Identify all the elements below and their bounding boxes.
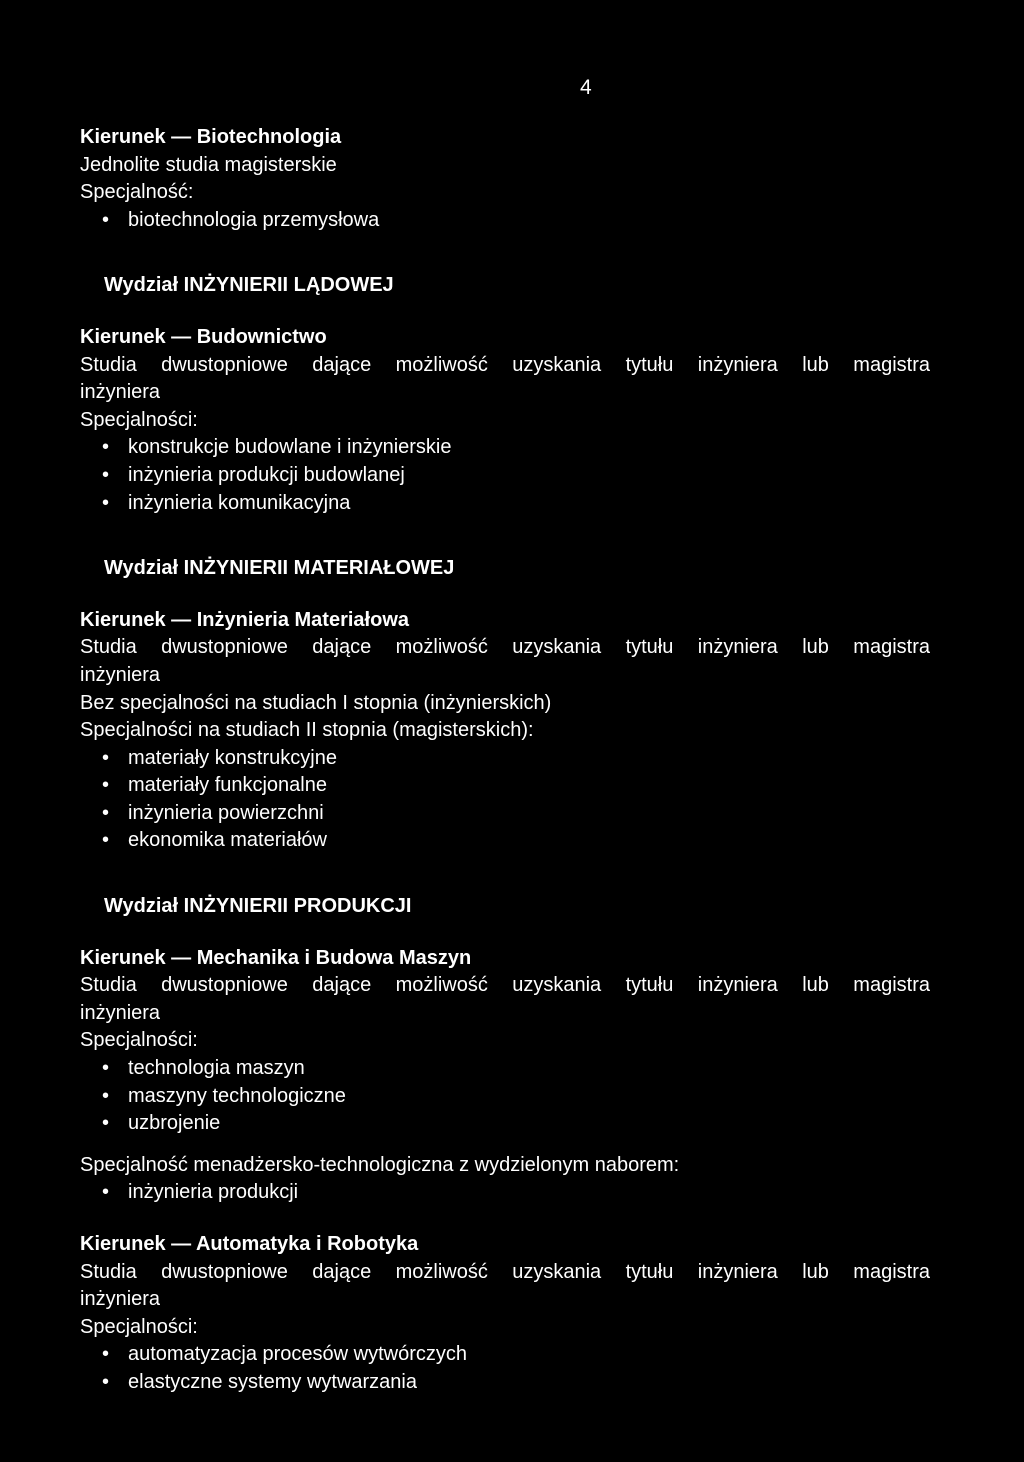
list-item bbox=[80, 827, 930, 855]
studia-description: Jednolite studia magisterskie bbox=[80, 153, 337, 176]
list-item-text: maszyny technologiczne bbox=[128, 1084, 346, 1107]
list-item bbox=[80, 207, 930, 235]
page-number: 4 bbox=[580, 76, 592, 99]
list-item bbox=[80, 462, 930, 490]
document-page bbox=[80, 0, 930, 1462]
list-item-text: elastyczne systemy wytwarzania bbox=[128, 1370, 417, 1393]
bullet-icon: • bbox=[102, 463, 110, 486]
bullet-icon: • bbox=[102, 1370, 110, 1393]
kierunek-heading: Kierunek — Biotechnologia bbox=[80, 126, 342, 148]
bullet-icon: • bbox=[102, 1084, 110, 1107]
list-item-text: uzbrojenie bbox=[128, 1112, 221, 1135]
bullet-icon: • bbox=[102, 746, 110, 769]
bullet-icon: • bbox=[102, 1112, 110, 1135]
studia-description-cont: inżyniera bbox=[80, 663, 161, 686]
list-item bbox=[80, 1110, 930, 1138]
list-item-text: automatyzacja procesów wytwórczych bbox=[128, 1343, 468, 1366]
specjalnosc-label: Specjalność: bbox=[80, 181, 194, 204]
list-item-text: inżynieria produkcji bbox=[128, 1181, 299, 1204]
list-item bbox=[80, 1055, 930, 1083]
list-item bbox=[80, 772, 930, 800]
kierunek-heading: Kierunek — Mechanika i Budowa Maszyn bbox=[80, 946, 472, 969]
wydzial-heading: Wydział INŻYNIERII MATERIAŁOWEJ bbox=[104, 557, 455, 580]
section-biotechnologia bbox=[80, 124, 930, 234]
wydzial-heading: Wydział INŻYNIERII PRODUKCJI bbox=[104, 895, 412, 918]
specjalnosci-label: Specjalności na studiach II stopnia (magisterskich): bbox=[80, 719, 534, 742]
section-inzynieria-produkcji bbox=[80, 893, 930, 1207]
specjalnosc-menadzerska-label: Specjalność menadżersko-technologiczna z wydzielonym naborem: bbox=[80, 1153, 680, 1176]
specjalnosci-list bbox=[80, 1341, 930, 1396]
list-item-text: materiały funkcjonalne bbox=[128, 774, 327, 797]
specjalnosci-list bbox=[80, 1055, 930, 1138]
list-item-text: materiały konstrukcyjne bbox=[128, 746, 337, 769]
bullet-icon: • bbox=[102, 491, 110, 514]
studia-description: Studia dwustopniowe dające możliwość uzyskania tytułu inżyniera lub magistra bbox=[80, 1260, 930, 1283]
bullet-icon: • bbox=[102, 1343, 110, 1366]
section-inzynieria-materialowa bbox=[80, 555, 930, 855]
list-item bbox=[80, 800, 930, 828]
studia-description: Studia dwustopniowe dające możliwość uzyskania tytułu inżyniera lub magistra bbox=[80, 636, 930, 659]
list-item-text: biotechnologia przemysłowa bbox=[128, 208, 380, 231]
list-item bbox=[80, 1369, 930, 1397]
list-item bbox=[80, 1341, 930, 1369]
list-item-text: inżynieria powierzchni bbox=[128, 801, 324, 824]
list-item bbox=[80, 1083, 930, 1111]
section-automatyka-robotyka bbox=[80, 1231, 930, 1397]
studia-description-cont: inżyniera bbox=[80, 1288, 161, 1311]
specjalnosci-menadzerska-list bbox=[80, 1179, 930, 1207]
kierunek-heading: Kierunek — Budownictwo bbox=[80, 325, 327, 348]
list-item bbox=[80, 434, 930, 462]
specjalnosci-label: Specjalności: bbox=[80, 1029, 198, 1052]
list-item-text: konstrukcje budowlane i inżynierskie bbox=[128, 436, 452, 459]
kierunek-heading: Kierunek — Automatyka i Robotyka bbox=[80, 1233, 419, 1255]
specjalnosci-label: Specjalności: bbox=[80, 1315, 198, 1338]
bullet-icon: • bbox=[102, 829, 110, 852]
bullet-icon: • bbox=[102, 1057, 110, 1080]
list-item-text: inżynieria komunikacyjna bbox=[128, 491, 351, 514]
studia-description: Studia dwustopniowe dające możliwość uzyskania tytułu inżyniera lub magistra bbox=[80, 974, 930, 997]
bullet-icon: • bbox=[102, 208, 110, 231]
studia-description-cont: inżyniera bbox=[80, 1001, 161, 1024]
list-item bbox=[80, 745, 930, 773]
bullet-icon: • bbox=[102, 801, 110, 824]
specjalnosci-label: Specjalności: bbox=[80, 408, 198, 431]
bullet-icon: • bbox=[102, 1181, 110, 1204]
list-item-text: ekonomika materiałów bbox=[128, 829, 327, 852]
bullet-icon: • bbox=[102, 436, 110, 459]
document-content bbox=[80, 124, 930, 1397]
specjalnosci-list bbox=[80, 434, 930, 517]
bullet-icon: • bbox=[102, 774, 110, 797]
studia-description-cont: inżyniera bbox=[80, 381, 161, 404]
list-item bbox=[80, 490, 930, 518]
studia-description: Studia dwustopniowe dające możliwość uzyskania tytułu inżyniera lub magistra bbox=[80, 353, 930, 376]
list-item-text: technologia maszyn bbox=[128, 1057, 305, 1080]
list-item bbox=[80, 1179, 930, 1207]
list-item-text: inżynieria produkcji budowlanej bbox=[128, 463, 405, 486]
bez-specjalnosci-note: Bez specjalności na studiach I stopnia (inżynierskich) bbox=[80, 691, 552, 714]
section-inzynieria-ladowa bbox=[80, 272, 930, 517]
wydzial-heading: Wydział INŻYNIERII LĄDOWEJ bbox=[104, 274, 394, 297]
kierunek-heading: Kierunek — Inżynieria Materiałowa bbox=[80, 608, 409, 631]
specjalnosci-list bbox=[80, 745, 930, 855]
specjalnosci-list bbox=[80, 207, 930, 235]
